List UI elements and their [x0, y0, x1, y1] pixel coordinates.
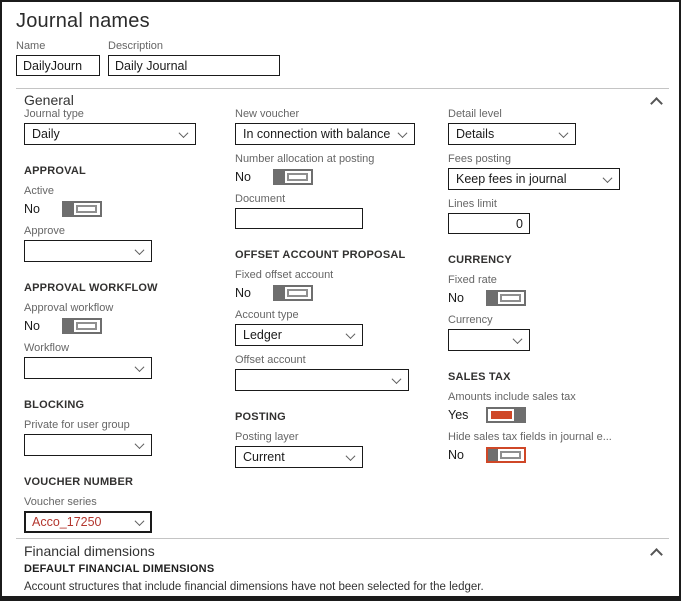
new-voucher-select[interactable] [235, 123, 415, 145]
toggle-handle [488, 449, 498, 461]
toggle-track [76, 322, 97, 330]
detail-level-field [448, 108, 673, 145]
lines-limit-label: Lines limit [448, 198, 497, 210]
active-label: Active [24, 185, 54, 197]
account-type-field [235, 309, 445, 346]
approval-workflow-label: Approval workflow [24, 302, 114, 314]
toggle-handle [275, 287, 285, 299]
fixed-offset-account-field [235, 269, 445, 301]
group-heading-sales-tax: SALES TAX [448, 371, 511, 383]
document-input[interactable] [235, 208, 363, 229]
chevron-down-icon [346, 451, 356, 461]
hide-sales-tax-fields-label: Hide sales tax fields in journal e... [448, 431, 612, 443]
group-heading-voucher-number: VOUCHER NUMBER [24, 476, 134, 488]
new-voucher-label: New voucher [235, 108, 300, 120]
general-column-3 [448, 108, 673, 471]
active-value: No [24, 201, 40, 216]
amounts-include-sales-tax-label: Amounts include sales tax [448, 391, 576, 403]
general-column-2 [235, 108, 445, 476]
voucher-series-label: Voucher series [24, 496, 97, 508]
chevron-down-icon [135, 439, 145, 449]
chevron-up-icon[interactable] [650, 548, 663, 561]
hide-sales-tax-fields-value: No [448, 447, 464, 462]
fixed-offset-account-value: No [235, 285, 251, 300]
voucher-series-select[interactable] [24, 511, 152, 533]
fixed-rate-label: Fixed rate [448, 274, 497, 286]
toggle-handle [488, 292, 498, 304]
description-field [108, 40, 280, 76]
approval-workflow-field [24, 302, 222, 334]
fees-posting-value: Keep fees in journal [456, 172, 567, 186]
detail-level-value: Details [456, 127, 495, 141]
amounts-include-sales-tax-toggle[interactable] [486, 407, 526, 423]
chevron-down-icon [346, 329, 356, 339]
private-for-user-group-select[interactable] [24, 434, 152, 456]
fees-posting-label: Fees posting [448, 153, 511, 165]
approval-workflow-toggle[interactable] [62, 318, 102, 334]
fixed-rate-field [448, 274, 673, 306]
journal-type-value: Daily [32, 127, 60, 141]
voucher-series-value: Acco_17250 [32, 515, 102, 529]
account-type-select[interactable] [235, 324, 363, 346]
posting-layer-value: Current [243, 450, 285, 464]
fees-posting-select[interactable] [448, 168, 620, 190]
chevron-down-icon [179, 128, 189, 138]
group-heading-blocking: BLOCKING [24, 399, 85, 411]
financial-dimensions-title[interactable]: Financial dimensions [24, 543, 155, 559]
toggle-track [500, 294, 521, 302]
chevron-down-icon [135, 516, 145, 526]
group-heading-currency: CURRENCY [448, 254, 512, 266]
offset-account-select[interactable] [235, 369, 409, 391]
currency-select[interactable] [448, 329, 530, 351]
description-input[interactable] [108, 55, 280, 76]
lines-limit-input[interactable] [448, 213, 530, 234]
general-section-title[interactable]: General [24, 92, 74, 108]
amounts-include-sales-tax-value: Yes [448, 407, 469, 422]
chevron-down-icon [398, 128, 408, 138]
new-voucher-field [235, 108, 445, 145]
private-for-user-group-field [24, 419, 222, 456]
document-label: Document [235, 193, 286, 205]
offset-account-label: Offset account [235, 354, 306, 366]
voucher-series-field [24, 496, 222, 533]
chevron-down-icon [135, 245, 145, 255]
name-label: Name [16, 40, 46, 52]
lines-limit-field [448, 198, 673, 234]
general-column-1 [24, 108, 222, 541]
toggle-handle [64, 203, 74, 215]
toggle-track [287, 173, 308, 181]
currency-field [448, 314, 673, 351]
active-field [24, 185, 222, 217]
hide-sales-tax-fields-field [448, 431, 673, 463]
approval-workflow-value: No [24, 318, 40, 333]
group-heading-offset-account-proposal: OFFSET ACCOUNT PROPOSAL [235, 249, 406, 261]
description-label: Description [108, 40, 164, 52]
currency-label: Currency [448, 314, 493, 326]
group-heading-default-financial-dimensions: DEFAULT FINANCIAL DIMENSIONS [24, 563, 215, 575]
group-heading-approval-workflow: APPROVAL WORKFLOW [24, 282, 158, 294]
detail-level-select[interactable] [448, 123, 576, 145]
offset-account-field [235, 354, 445, 391]
account-type-label: Account type [235, 309, 299, 321]
chevron-down-icon [513, 334, 523, 344]
toggle-handle [514, 409, 524, 421]
fixed-rate-value: No [448, 290, 464, 305]
fixed-offset-account-toggle[interactable] [273, 285, 313, 301]
toggle-track [76, 205, 97, 213]
toggle-track [491, 411, 512, 419]
posting-layer-select[interactable] [235, 446, 363, 468]
approve-select[interactable] [24, 240, 152, 262]
journal-type-field [24, 108, 222, 145]
approve-field [24, 225, 222, 262]
chevron-down-icon [135, 362, 145, 372]
toggle-handle [275, 171, 285, 183]
chevron-down-icon [603, 173, 613, 183]
fixed-offset-account-label: Fixed offset account [235, 269, 334, 281]
approve-label: Approve [24, 225, 65, 237]
chevron-down-icon [559, 128, 569, 138]
name-input[interactable] [16, 55, 100, 76]
document-field [235, 193, 445, 229]
account-type-value: Ledger [243, 328, 282, 342]
group-heading-posting: POSTING [235, 411, 286, 423]
number-allocation-value: No [235, 169, 251, 184]
page-title: Journal names [16, 10, 150, 32]
number-allocation-toggle[interactable] [273, 169, 313, 185]
workflow-label: Workflow [24, 342, 70, 354]
name-field [16, 40, 100, 76]
workflow-field [24, 342, 222, 379]
active-toggle[interactable] [62, 201, 102, 217]
posting-layer-field [235, 431, 445, 468]
chevron-down-icon [392, 374, 402, 384]
financial-dimensions-divider [16, 538, 669, 539]
financial-dimensions-note: Account structures that include financial dimensions have not been selected for the ledger. [24, 581, 484, 593]
journal-type-select[interactable] [24, 123, 196, 145]
amounts-include-sales-tax-field [448, 391, 673, 423]
number-allocation-at-posting-label: Number allocation at posting [235, 153, 375, 165]
fixed-rate-toggle[interactable] [486, 290, 526, 306]
new-voucher-value: In connection with balance [243, 127, 391, 141]
workflow-select[interactable] [24, 357, 152, 379]
hide-sales-tax-fields-toggle[interactable] [486, 447, 526, 463]
toggle-track [500, 451, 521, 459]
private-for-user-group-label: Private for user group [24, 419, 130, 431]
group-heading-approval: APPROVAL [24, 165, 86, 177]
number-allocation-at-posting-field [235, 153, 445, 185]
posting-layer-label: Posting layer [235, 431, 299, 443]
journal-type-label: Journal type [24, 108, 84, 120]
toggle-handle [64, 320, 74, 332]
toggle-track [287, 289, 308, 297]
general-section-divider [16, 88, 669, 89]
detail-level-label: Detail level [448, 108, 502, 120]
fees-posting-field [448, 153, 673, 190]
